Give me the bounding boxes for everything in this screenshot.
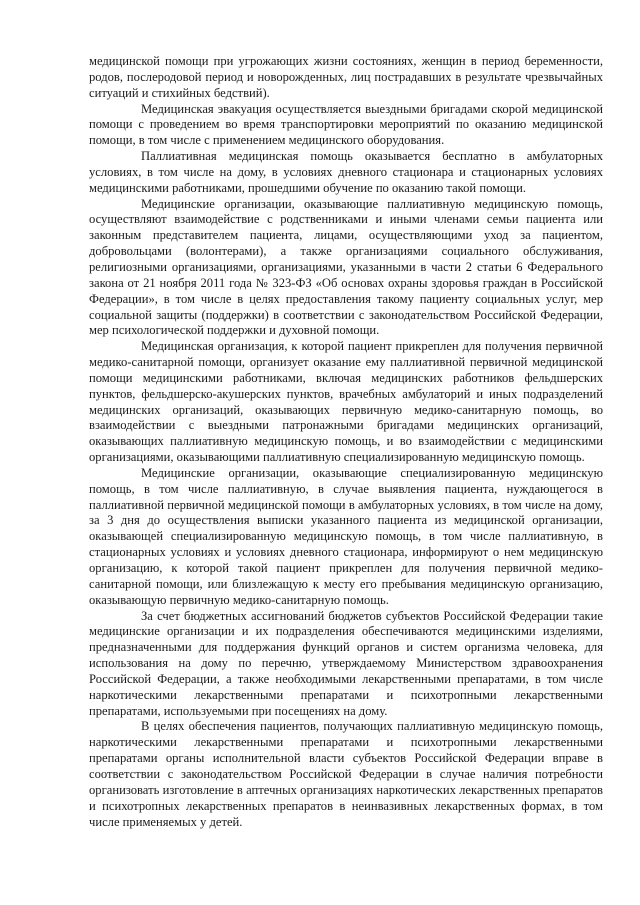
paragraph-8: В целях обеспечения пациентов, получающих паллиативную медицинскую помощь, наркотическими лекарственными препаратами и психотропными лекарственными препаратами органы исполнительной власти субъектов Российской Федерации вправе в соответствии с законодательством Российской Федерации в случае наличия потребности организовать изготовление в аптечных организациях наркотических лекарственных препаратов и психотропных лекарственных препаратов в неинвазивных лекарственных формах, в том числе применяемых у детей. (89, 719, 603, 829)
paragraph-6: Медицинские организации, оказывающие специализированную медицинскую помощь, в том числе паллиативную, в случае выявления пациента, нуждающегося в паллиативной первичной медицинской помощи в амбулаторных условиях, в том числе на дому, за 3 дня до осуществления выписки указанного пациента из медицинской организации, оказывающей специализированную медицинскую помощь, в том числе паллиативную, в стационарных условиях и условиях дневного стационара, информируют о нем медицинскую организацию, к которой такой пациент прикреплен для получения первичной медико-санитарной помощи, или близлежащую к месту его пребывания медицинскую организацию, оказывающую первичную медико-санитарную помощь. (89, 465, 603, 607)
document-page (89, 54, 603, 830)
paragraph-3: Паллиативная медицинская помощь оказывается бесплатно в амбулаторных условиях, в том числе на дому, в условиях дневного стационара и стационарных условиях медицинскими работниками, прошедшими обучение по оказанию такой помощи. (89, 149, 603, 195)
paragraph-5: Медицинская организация, к которой пациент прикреплен для получения первичной медико-санитарной помощи, организует оказание ему паллиативной первичной медицинской помощи медицинскими работниками, включая медицинских работников фельдшерских пунктов, фельдшерско-акушерских пунктов, врачебных амбулаторий и иных подразделений медицинских организаций, оказывающих первичную медико-санитарную помощь, во взаимодействии с выездными патронажными бригадами медицинских организаций, оказывающих паллиативную медицинскую помощь, и во взаимодействии с медицинскими организациями, оказывающими паллиативную специализированную медицинскую помощь. (89, 339, 603, 465)
paragraph-1: медицинской помощи при угрожающих жизни состояниях, женщин в период беременности, родов, послеродовой период и новорожденных, лиц пострадавших в результате чрезвычайных ситуаций и стихийных бедствий). (89, 54, 603, 100)
paragraph-2: Медицинская эвакуация осуществляется выездными бригадами скорой медицинской помощи с проведением во время транспортировки мероприятий по оказанию медицинской помощи, в том числе с применением медицинского оборудования. (89, 101, 603, 148)
paragraph-4: Медицинские организации, оказывающие паллиативную медицинскую помощь, осуществляют взаимодействие с родственниками и иными членами семьи пациента или законным представителем пациента, лицами, осуществляющими уход за пациентом, добровольцами (волонтерами), а также организациями социального обслуживания, религиозными организациями, организациями, указанными в части 2 статьи 6 Федерального закона от 21 ноября 2011 года № 323-ФЗ «Об основах охраны здоровья граждан в Российской Федерации», в том числе в целях предоставления такому пациенту социальных услуг, мер социальной защиты (поддержки) в соответствии с законодательством Российской Федерации, мер психологической поддержки и духовной помощи. (89, 196, 603, 338)
paragraph-7: За счет бюджетных ассигнований бюджетов субъектов Российской Федерации такие медицинские организации и их подразделения обеспечиваются медицинскими изделиями, предназначенными для поддержания функций органов и систем организма человека, для использования на дому по перечню, утверждаемому Министерством здравоохранения Российской Федерации, а также необходимыми лекарственными препаратами, в том числе наркотическими лекарственными препаратами и психотропными лекарственными препаратами, используемыми при посещениях на дому. (89, 608, 603, 718)
